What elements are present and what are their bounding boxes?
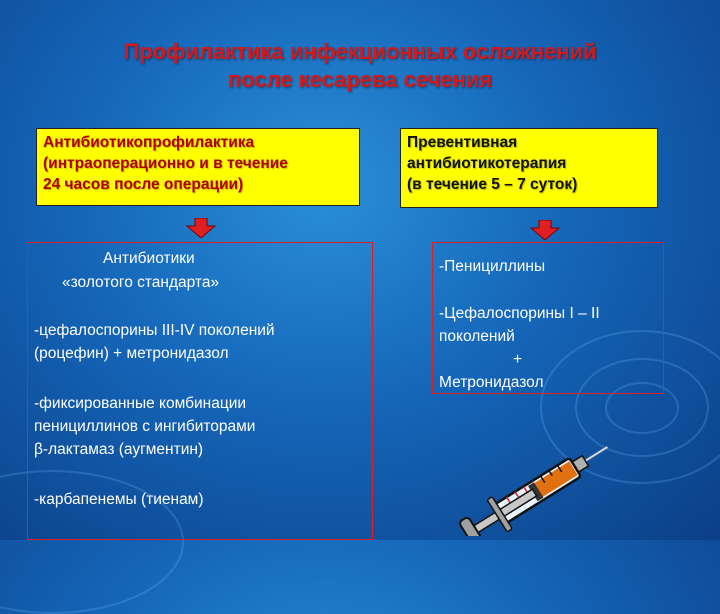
right-header-line-3: (в течение 5 – 7 суток) [407,176,578,193]
left-item-2-line-2: пенициллинов с ингибиторами [34,418,256,435]
left-content-box [27,242,373,540]
right-content-box [432,242,664,394]
left-item-1-line-2: (роцефин) + метронидазол [34,345,229,362]
left-heading-line-1: Антибиотики [103,250,195,267]
right-header-line-1: Превентивная [407,134,518,151]
right-item-2-line-1: -Цефалоспорины I – II [439,305,600,322]
left-header-box [36,128,360,206]
left-item-1-line-1: -цефалоспорины III-IV поколений [34,322,275,339]
left-item-3-line-1: -карбапенемы (тиенам) [34,491,204,508]
left-header-line-3: 24 часов после операции) [43,176,244,193]
left-header-line-2: (интраоперационно и в течение [43,155,288,172]
left-item-2-line-3: β-лактамаз (аугментин) [34,441,204,458]
right-header-line-2: антибиотикотерапия [407,155,567,172]
plus-sign: + [513,351,523,368]
title-line-1: Профилактика инфекционных осложнений [123,39,597,64]
slide-title [40,38,680,94]
left-heading-line-2: «золотого стандарта» [62,274,220,291]
right-item-2-line-3: Метронидазол [439,374,544,391]
right-header-box [400,128,658,208]
right-item-2-line-2: поколений [439,328,515,345]
syringe-icon [452,436,622,536]
left-item-2-line-1: -фиксированные комбинации [34,395,247,412]
down-arrow-icon [186,218,216,238]
right-item-1: -Пенициллины [439,258,546,275]
left-header-line-1: Антибиотикопрофилактика [43,134,255,151]
title-line-2: после кесарева сечения [227,67,493,92]
down-arrow-icon [530,220,560,240]
